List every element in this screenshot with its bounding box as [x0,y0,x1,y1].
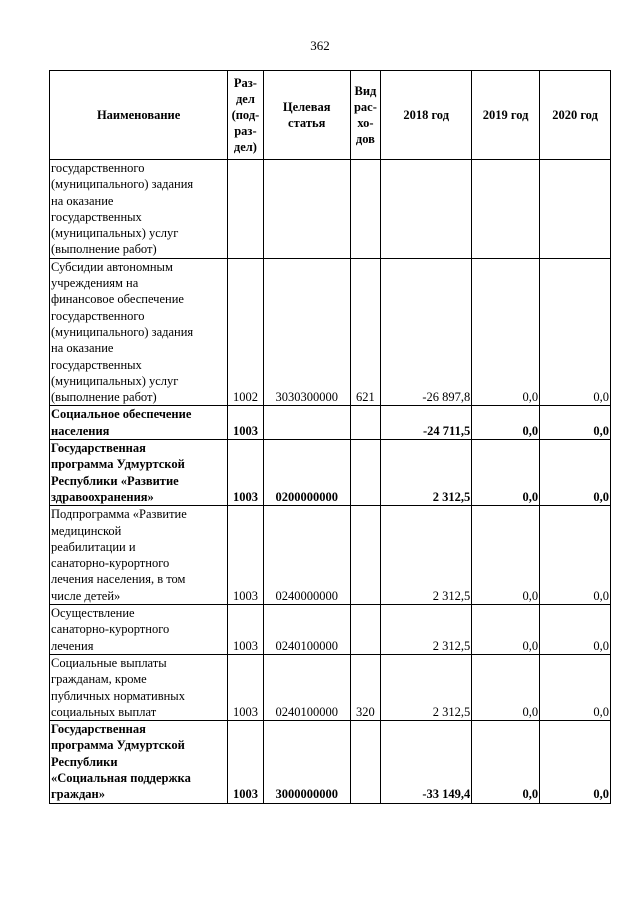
header-expense [350,71,380,160]
table-row [50,258,611,406]
cell-target [263,160,350,259]
cell-y2020: 0,0 [540,605,611,655]
header-2020 [540,71,611,160]
page-number: 362 [310,38,330,53]
cell-y2018: 2 312,5 [381,506,472,605]
cell-expense [350,160,380,259]
cell-name: Социальное обеспечение населения [50,406,228,440]
header-2019 [472,71,540,160]
cell-name: Государственная программа Удмуртской Республики «Развитие здравоохранения» [50,440,228,506]
cell-name: Подпрограмма «Развитие медицинской реабилитации и санаторно-курортного лечения населения, в том числе детей» [50,506,228,605]
table-row [50,654,611,720]
cell-y2020: 0,0 [540,406,611,440]
cell-y2019: 0,0 [472,406,540,440]
cell-y2019: 0,0 [472,721,540,803]
cell-y2018: 2 312,5 [381,654,472,720]
cell-y2020 [540,160,611,259]
cell-y2018 [381,160,472,259]
cell-y2019: 0,0 [472,506,540,605]
table-row [50,406,611,440]
cell-y2019: 0,0 [472,440,540,506]
header-name [50,71,228,160]
cell-target [263,406,350,440]
cell-target: 0240100000 [263,605,350,655]
cell-section: 1003 [228,440,263,506]
cell-expense: 621 [350,258,380,406]
table-row [50,721,611,803]
cell-name: Государственная программа Удмуртской Республики «Социальная поддержка граждан» [50,721,228,803]
cell-y2020: 0,0 [540,258,611,406]
cell-y2019: 0,0 [472,654,540,720]
cell-section [228,160,263,259]
cell-y2018: -26 897,8 [381,258,472,406]
cell-expense [350,406,380,440]
cell-y2018: -24 711,5 [381,406,472,440]
cell-name: Субсидии автономным учреждениям на финансовое обеспечение государственного (муниципального) задания на оказание государственных (муниципальных) услуг (выполнение работ) [50,258,228,406]
cell-y2018: 2 312,5 [381,605,472,655]
table-row [50,605,611,655]
cell-target: 0240100000 [263,654,350,720]
cell-name: Осуществление санаторно-курортного лечения [50,605,228,655]
header-2018 [381,71,472,160]
header-2020-label: 2020 год [552,108,598,122]
header-section-label: Раз- дел (под- раз- дел) [231,76,260,154]
table-row [50,506,611,605]
cell-section: 1003 [228,506,263,605]
cell-y2019: 0,0 [472,258,540,406]
cell-section: 1003 [228,605,263,655]
cell-target: 0240000000 [263,506,350,605]
cell-y2020: 0,0 [540,721,611,803]
header-2018-label: 2018 год [403,108,450,122]
header-section [228,71,263,160]
cell-y2018: -33 149,4 [381,721,472,803]
header-2019-label: 2019 год [482,108,529,122]
cell-y2019: 0,0 [472,605,540,655]
cell-section: 1003 [228,721,263,803]
table-header-row [50,71,611,160]
cell-y2018: 2 312,5 [381,440,472,506]
cell-expense [350,506,380,605]
cell-section: 1003 [228,406,263,440]
table-row [50,440,611,506]
budget-table [49,70,611,804]
header-expense-label: Вид рас- хо- дов [353,84,377,146]
cell-target: 3030300000 [263,258,350,406]
cell-target: 0200000000 [263,440,350,506]
cell-expense [350,605,380,655]
cell-section: 1002 [228,258,263,406]
header-target [263,71,350,160]
cell-y2020: 0,0 [540,654,611,720]
cell-expense [350,721,380,803]
cell-expense: 320 [350,654,380,720]
cell-y2020: 0,0 [540,440,611,506]
cell-expense [350,440,380,506]
cell-target: 3000000000 [263,721,350,803]
cell-section: 1003 [228,654,263,720]
cell-y2019 [472,160,540,259]
cell-name: государственного (муниципального) задания на оказание государственных (муниципальных) услуг (выполнение работ) [50,160,228,259]
table-row [50,160,611,259]
cell-y2020: 0,0 [540,506,611,605]
header-target-label: Целевая статья [282,100,331,130]
header-name-label: Наименование [96,108,181,122]
cell-name: Социальные выплаты гражданам, кроме публичных нормативных социальных выплат [50,654,228,720]
